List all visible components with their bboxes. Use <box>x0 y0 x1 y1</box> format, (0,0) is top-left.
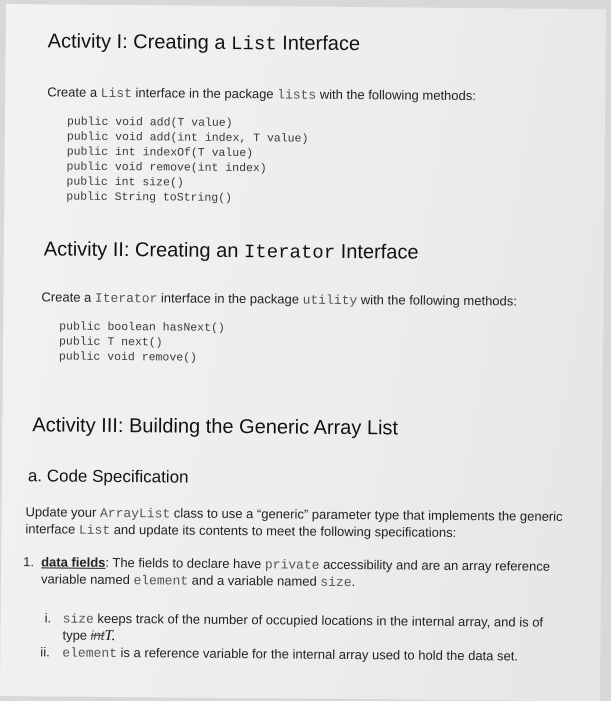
method-signature: public boolean hasNext() <box>59 320 225 335</box>
struck-out-type: int <box>90 627 105 643</box>
item-1-data-fields: data fields: The fields to declare have private accessibility and are an array reference variable named element and a variable named size. <box>40 554 551 591</box>
method-signature: public int indexOf(T value) <box>66 145 254 161</box>
method-signature: public T next() <box>58 335 163 350</box>
method-signature: public String toString() <box>66 190 233 205</box>
method-signature: public int size() <box>66 175 184 190</box>
sub-item-i-number: i. <box>44 610 52 626</box>
activity-1-method-list <box>66 115 308 207</box>
activity-3-paragraph: Update your ArrayList class to use a “generic” parameter type that implements the generic interface List and update its contents to meet the following specifications: <box>25 504 563 540</box>
document-page <box>0 4 606 701</box>
code-specification-heading: a. Code Specification <box>27 466 189 487</box>
method-signature: public void add(T value) <box>66 115 233 130</box>
item-1-number: 1. <box>23 554 35 570</box>
activity-1-title: Activity I: Creating a List Interface <box>47 30 361 56</box>
activity-2-method-list <box>59 319 225 365</box>
method-signature: public void remove(int index) <box>66 160 267 176</box>
sub-item-i: size keeps track of the number of occupied locations in the internal array, and is of type intT. <box>62 610 544 644</box>
activity-3-title: Activity III: Building the Generic Array List <box>32 414 399 440</box>
activity-2-title: Activity II: Creating an Iterator Interface <box>43 238 419 264</box>
sub-item-ii-number: ii. <box>40 644 50 660</box>
method-signature: public void remove() <box>58 350 198 365</box>
handwritten-correction: T. <box>104 627 116 644</box>
activity-1-intro: Create a List interface in the package lists with the following methods: <box>47 84 476 104</box>
sub-item-ii: element is a reference variable for the internal array used to hold the data set. <box>62 644 519 664</box>
method-signature: public void add(int index, T value) <box>66 130 309 146</box>
activity-2-intro: Create a Iterator interface in the package utility with the following methods: <box>41 289 517 309</box>
